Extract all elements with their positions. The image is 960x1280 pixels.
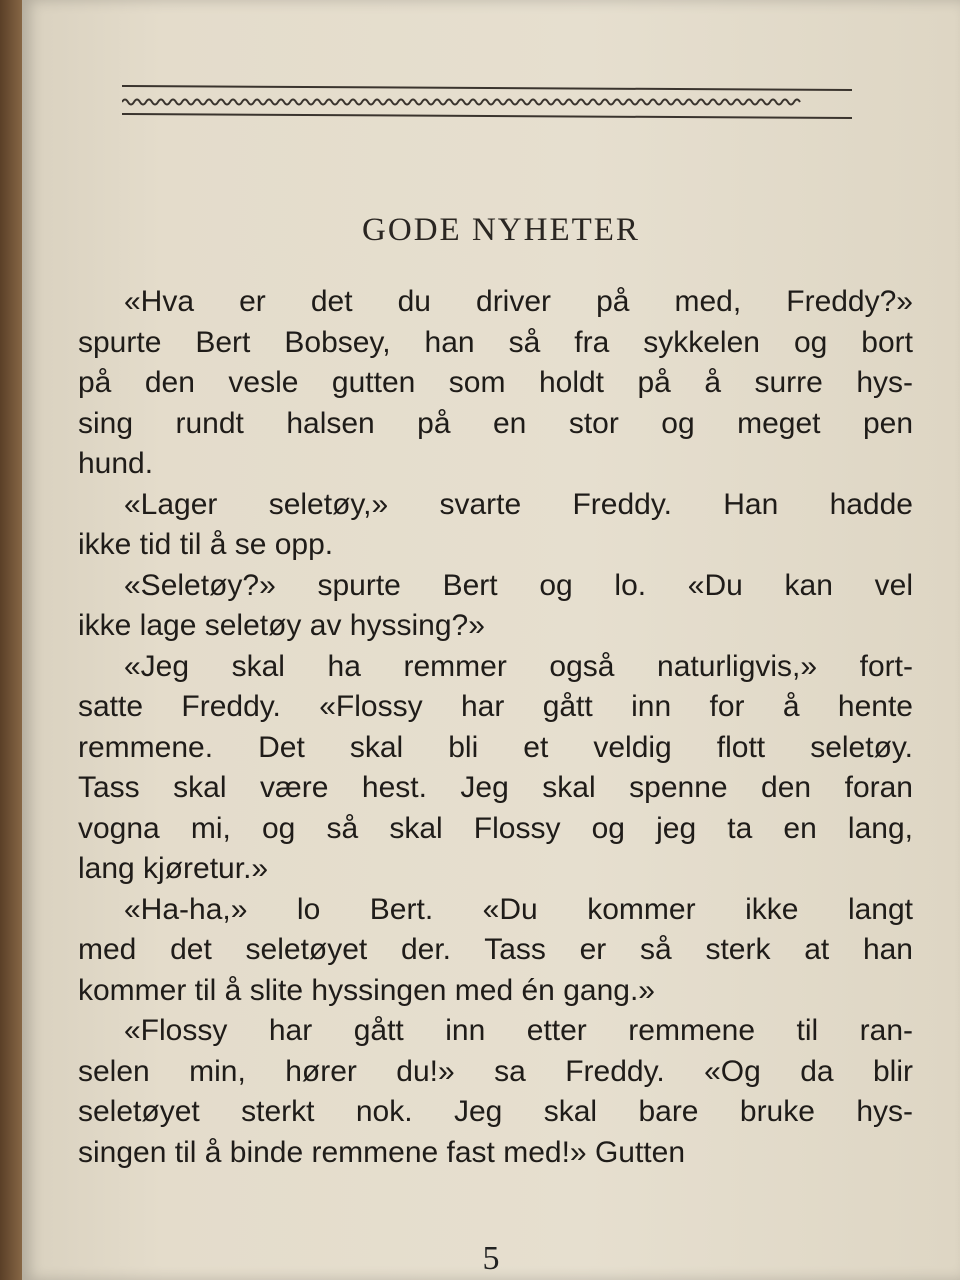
text-line: selen min, hører du!» sa Freddy. «Og da blir: [78, 1054, 913, 1088]
text-line: spurte Bert Bobsey, han så fra sykkelen og bort: [78, 325, 913, 359]
text-line: «Jeg skal ha remmer også naturligvis,» fort-: [124, 649, 913, 683]
paragraph: [78, 485, 913, 566]
text-line: vogna mi, og så skal Flossy og jeg ta en lang,: [78, 811, 913, 845]
text-line: på den vesle gutten som holdt på å surre hys-: [78, 366, 913, 399]
text-line: remmene. Det skal bli et veldig flott seletøy.: [78, 730, 913, 764]
paragraph: [78, 890, 913, 1012]
text-line: sing rundt halsen på en stor og meget pen: [78, 406, 913, 440]
text-line: «Hva er det du driver på med, Freddy?»: [124, 285, 913, 318]
ornament-divider: [122, 80, 852, 128]
text-line: «Ha-ha,» lo Bert. «Du kommer ikke langt: [124, 892, 913, 926]
text-line: med det seletøyet der. Tass er så sterk at han: [78, 933, 913, 966]
page-number: 5: [482, 1240, 500, 1277]
text-line: Tass skal være hest. Jeg skal spenne den foran: [78, 771, 913, 804]
chapter-title: GODE NYHETER: [362, 212, 640, 248]
text-line: hund.: [78, 447, 154, 480]
paragraph: [78, 566, 913, 647]
body-text: [78, 282, 913, 1173]
text-line: «Lager seletøy,» svarte Freddy. Han hadde: [124, 487, 913, 521]
text-line: satte Freddy. «Flossy har gått inn for å hente: [78, 690, 913, 723]
paragraph: [78, 1011, 913, 1173]
text-line: kommer til å slite hyssingen med én gang.»: [78, 973, 655, 1007]
text-line: singen til å binde remmene fast med!» Gutten: [78, 1135, 686, 1169]
paragraph: [78, 282, 913, 485]
text-line: lang kjøretur.»: [78, 852, 269, 885]
text-line: ikke tid til å se opp.: [78, 528, 334, 561]
text-line: ikke lage seletøy av hyssing?»: [78, 609, 485, 642]
text-line: seletøyet sterkt nok. Jeg skal bare bruke hys-: [78, 1095, 913, 1128]
paragraph: [78, 647, 913, 890]
text-line: «Seletøy?» spurte Bert og lo. «Du kan vel: [124, 568, 913, 602]
book-page: [22, 0, 960, 1280]
text-line: «Flossy har gått inn etter remmene til ran-: [124, 1014, 913, 1047]
